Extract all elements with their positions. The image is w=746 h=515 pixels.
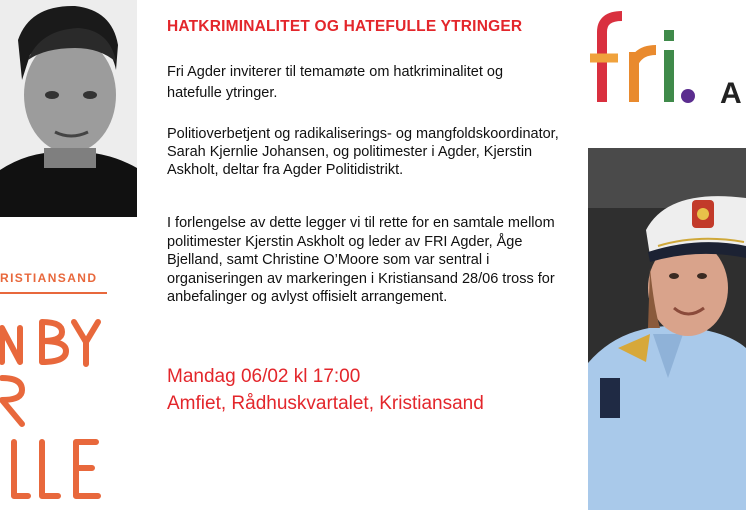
- kristiansand-logo-text: RISTIANSAND: [0, 271, 98, 285]
- event-title: HATKRIMINALITET OG HATEFULLE YTRINGER: [167, 18, 523, 35]
- fri-agder-logo: [588, 10, 746, 105]
- event-paragraph-speakers: Politioverbetjent og radikaliserings- og mangfoldskoordinator, Sarah Kjernlie Johansen, og politimester i Agder, Kjerstin Askholt, deltar fra Agder Politidistrikt.: [167, 126, 559, 178]
- event-location: Amfiet, Rådhuskvartalet, Kristiansand: [167, 393, 484, 414]
- portrait-police-officer: [588, 148, 746, 510]
- portrait-man: [0, 0, 137, 217]
- event-date-time: Mandag 06/02 kl 17:00: [167, 366, 361, 387]
- event-paragraph-conversation: I forlengelse av dette legger vi til rette for en samtale mellom politimester Kjerstin Askholt og leder av FRI Agder, Åge Bjelland, samt Christine O’Moore som var sentral i organiseringen av markeringen i Kristiansand 28/06 tross for anbefalinger og avlyst offisielt arrangement.: [167, 215, 555, 305]
- kristiansand-logo-art: [0, 300, 120, 510]
- fri-logo-suffix: A: [720, 77, 742, 105]
- kristiansand-logo-rule: [0, 292, 107, 294]
- event-intro: Fri Agder inviterer til temamøte om hatkriminalitet og hatefulle ytringer.: [167, 64, 504, 101]
